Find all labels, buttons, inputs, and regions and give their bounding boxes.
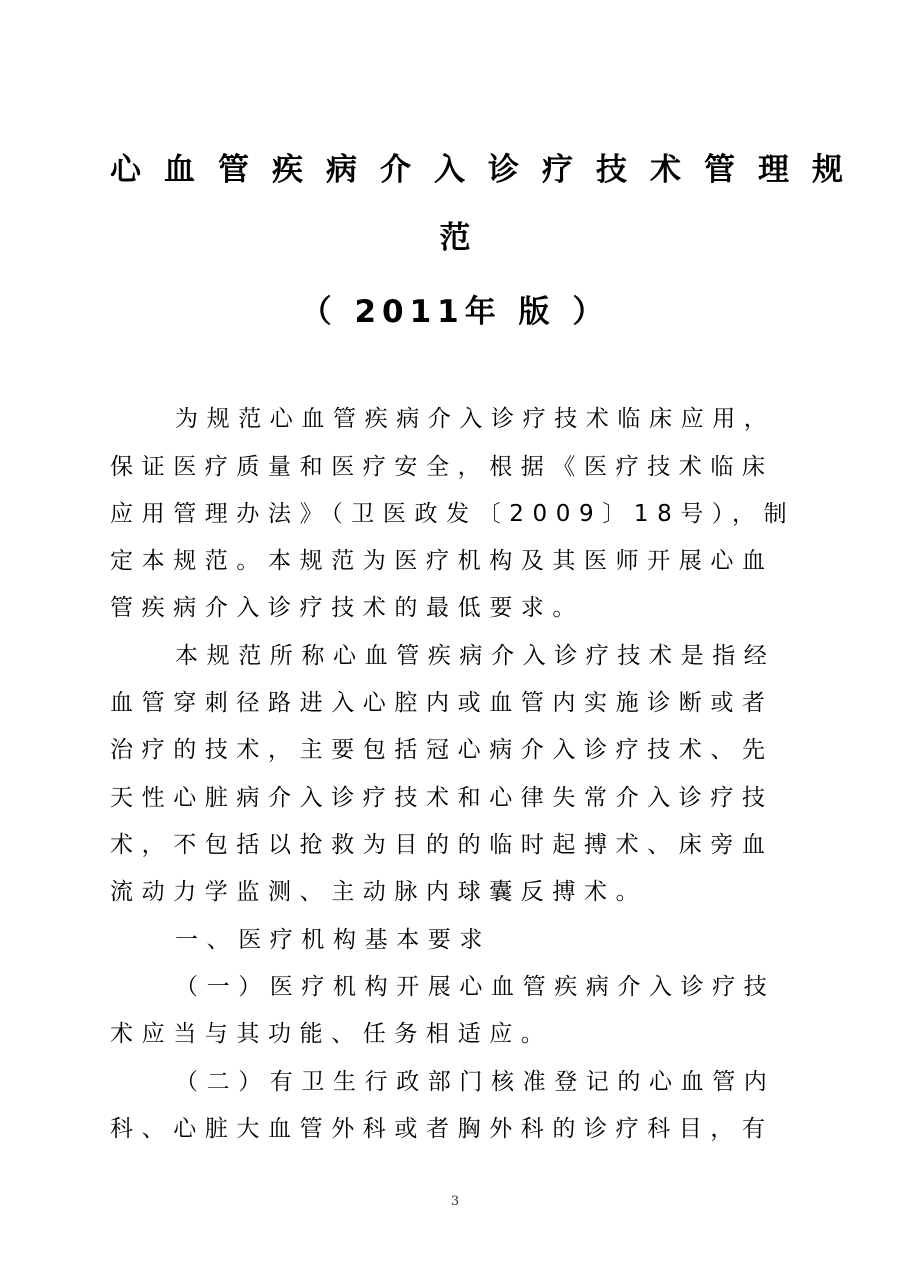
- body-line-6: 本规范所称心血管疾病介入诊疗技术是指经: [175, 643, 776, 669]
- body-line-8: 治疗的技术，主要包括冠心病介入诊疗技术、先: [110, 737, 774, 763]
- body-line-3: 应用管理办法》（卫医政发〔2009〕18号），制: [110, 501, 796, 527]
- document-title-line-1: 心血管疾病介入诊疗技术管理规: [110, 152, 866, 188]
- body-line-16: 科、心脏大血管外科或者胸外科的诊疗科目，有: [110, 1116, 774, 1142]
- body-line-4: 定本规范。本规范为医疗机构及其医师开展心血: [110, 548, 774, 574]
- body-line-2: 保证医疗质量和医疗安全，根据《医疗技术临床: [110, 454, 774, 480]
- body-line-7: 血管穿刺径路进入心腔内或血管内实施诊断或者: [110, 690, 774, 716]
- section-heading-1: 一、医疗机构基本要求: [175, 927, 491, 953]
- body-line-11: 流动力学监测、主动脉内球囊反搏术。: [110, 879, 648, 905]
- body-line-10: 术，不包括以抢救为目的的临时起搏术、床旁血: [110, 832, 774, 858]
- body-line-14: 术应当与其功能、任务相适应。: [110, 1021, 553, 1047]
- body-line-15: （二）有卫生行政部门核准登记的心血管内: [175, 1069, 776, 1095]
- body-line-1: 为规范心血管疾病介入诊疗技术临床应用，: [175, 406, 776, 432]
- body-line-9: 天性心脏病介入诊疗技术和心律失常介入诊疗技: [110, 785, 774, 811]
- document-title-line-2: 范: [439, 220, 471, 256]
- body-line-13: （一）医疗机构开展心血管疾病介入诊疗技: [175, 974, 776, 1000]
- page-number: 3: [450, 1194, 460, 1209]
- body-line-5: 管疾病介入诊疗技术的最低要求。: [110, 595, 584, 621]
- document-edition: （ 2011年 版 ）: [300, 294, 610, 330]
